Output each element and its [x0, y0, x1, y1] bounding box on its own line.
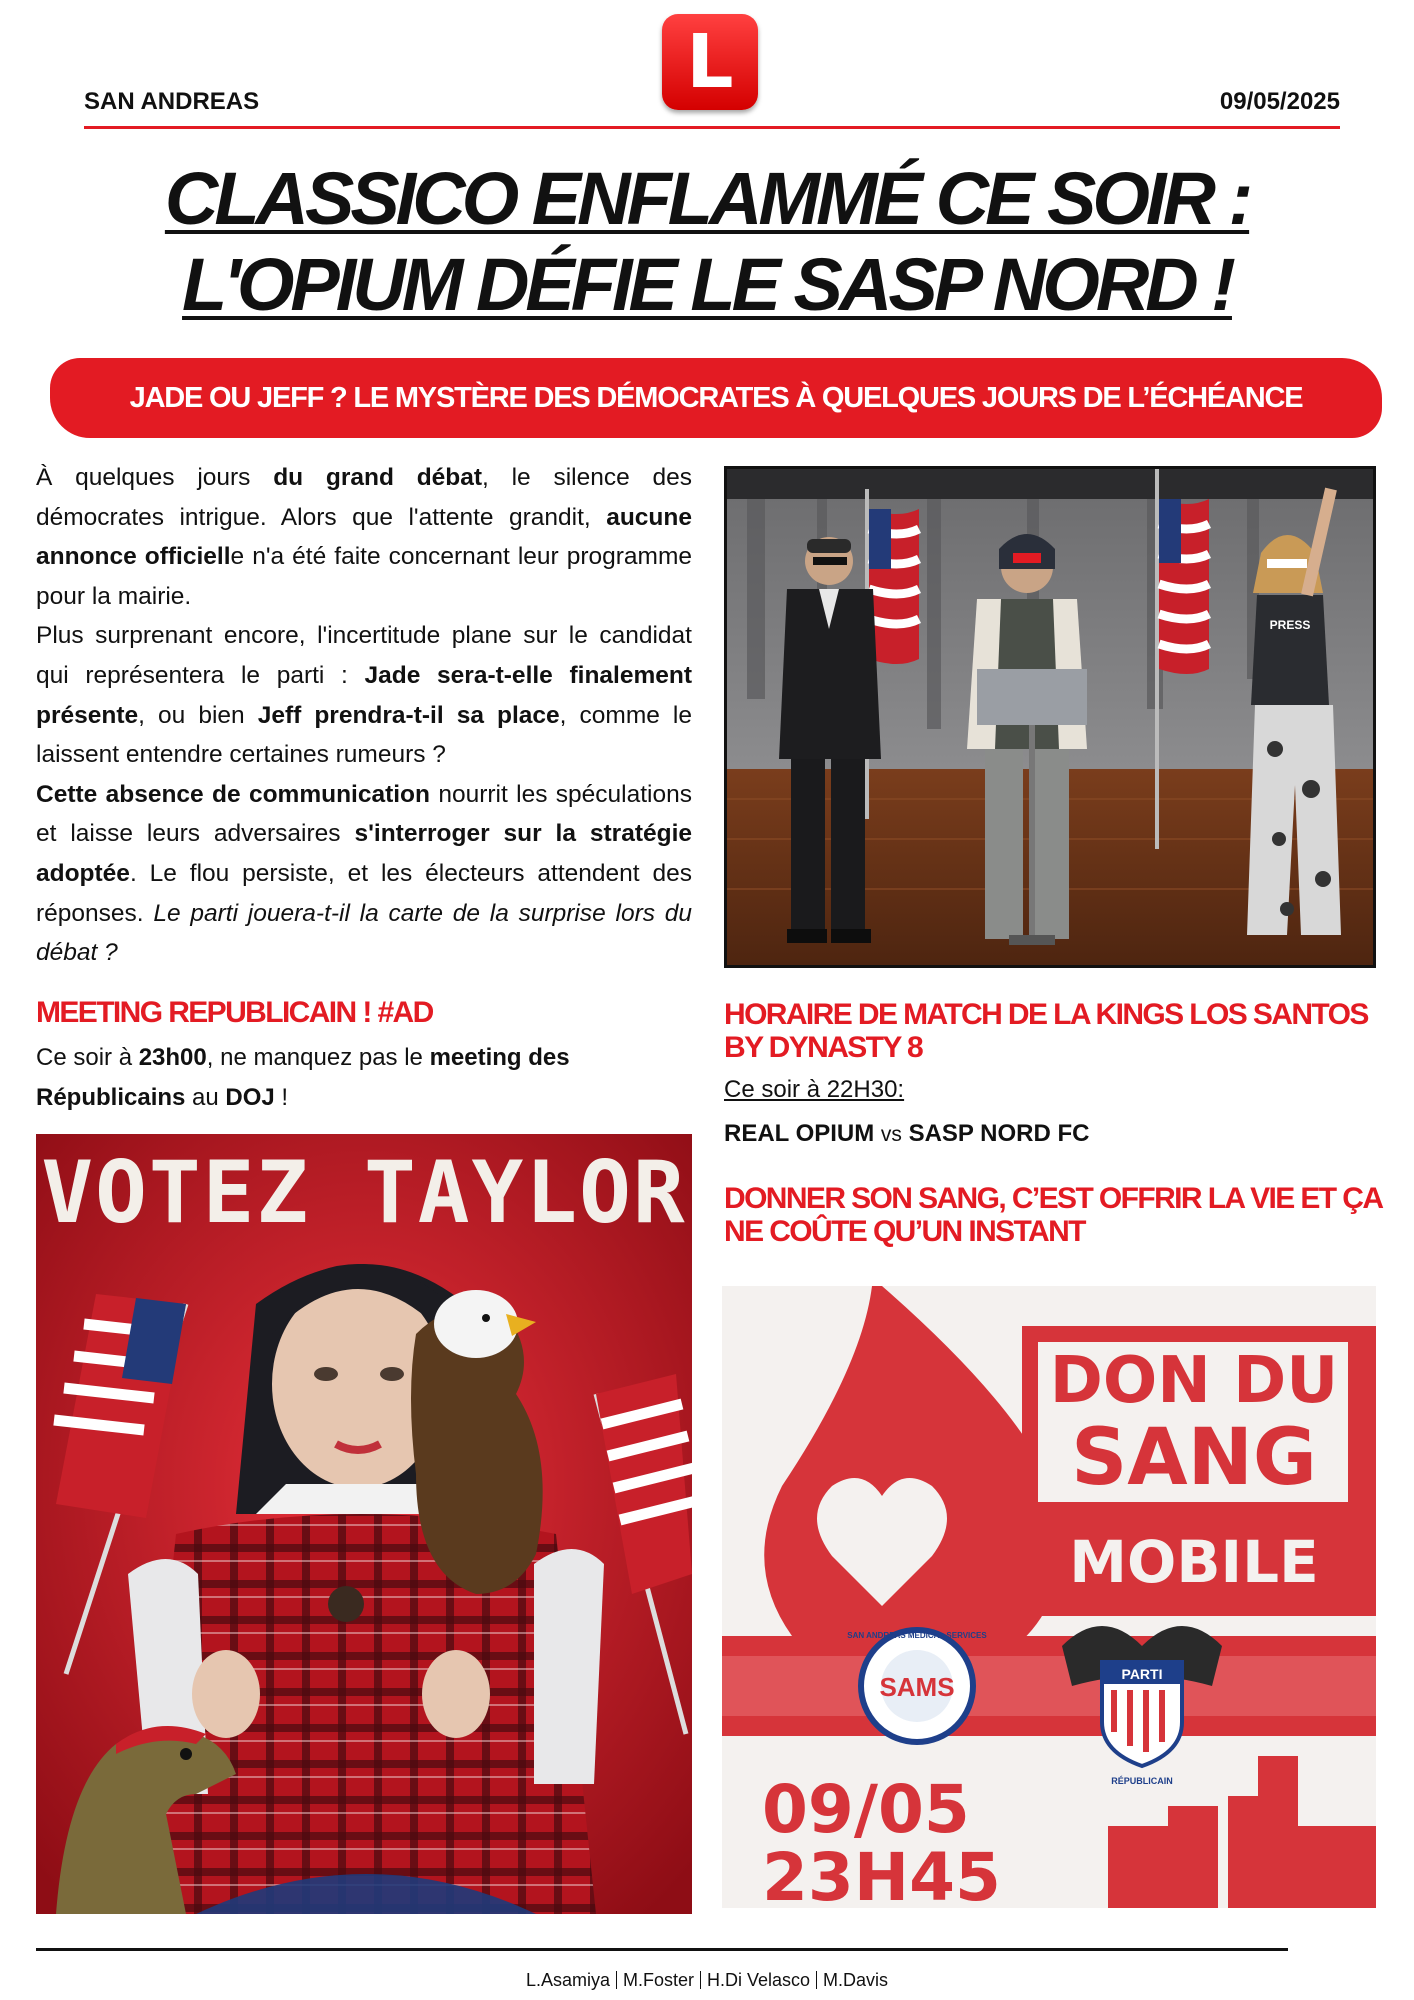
article-text: , comme le laissent entendre certaines rumeurs ?	[36, 701, 692, 769]
article-bold: Jade sera-t-elle finalement présente	[36, 661, 693, 729]
article-bold: du grand débat	[273, 464, 483, 491]
author-credit: M.Davis	[823, 1970, 889, 1990]
team-home: REAL OPIUM	[724, 1120, 875, 1147]
article-paragraph-2	[36, 616, 692, 774]
team-away: SASP NORD FC	[908, 1120, 1090, 1147]
votez-taylor-illustration	[36, 1134, 692, 1914]
article-text: nourrit les spéculations et laisse leurs adversaires	[36, 780, 692, 848]
meeting-text-part: au	[185, 1084, 226, 1111]
article-paragraph-3	[36, 775, 692, 973]
location-label: SAN ANDREAS	[84, 88, 260, 115]
party-label: PARTI	[1121, 1666, 1163, 1682]
meeting-heading: MEETING REPUBLICAIN ! #AD	[36, 996, 433, 1029]
meeting-text-part: !	[274, 1084, 289, 1111]
press-vest-label: PRESS	[1269, 618, 1311, 632]
match-time: Ce soir à 22H30:	[724, 1076, 905, 1103]
footer-divider	[36, 1948, 1288, 1951]
blood-donation-heading: DONNER SON SANG, C’EST OFFRIR LA VIE ET ÇA NE COÛTE QU’UN INSTANT	[724, 1182, 1382, 1248]
versus-label: vs	[880, 1123, 902, 1146]
poster-time: 23H45	[762, 1839, 1001, 1908]
poster-line-3: MOBILE	[1069, 1528, 1319, 1596]
meeting-location: DOJ	[225, 1084, 275, 1111]
article-text: À quelques jours	[36, 464, 274, 491]
article-bold: aucune annonce officiell	[36, 503, 692, 571]
headline-line-1: CLASSICO ENFLAMMÉ CE SOIR :	[164, 157, 1250, 240]
newspaper-logo	[662, 14, 758, 110]
meeting-event: meeting des Républicains	[36, 1044, 570, 1111]
author-credit: M.Foster	[622, 1970, 694, 1990]
match-teams	[724, 1120, 1090, 1148]
main-headline	[60, 156, 1354, 328]
main-article	[36, 458, 692, 973]
logo-letter: L	[686, 19, 734, 105]
don-du-sang-illustration	[722, 1286, 1376, 1908]
article-text: e n'a été faite concernant leur programme pour la mairie.	[36, 543, 692, 610]
poster-line-1: DON DU	[1049, 1344, 1339, 1418]
article-italic: Le parti jouera-t-il la carte de la surprise lors du débat ?	[36, 899, 692, 967]
sams-arc-text: SAN ANDREAS MEDICAL SERVICES	[847, 1631, 987, 1640]
credit-separator	[816, 1971, 817, 1989]
don-du-sang-poster	[722, 1286, 1376, 1908]
meeting-time: 23h00	[138, 1044, 207, 1071]
author-credit: H.Di Velasco	[707, 1970, 811, 1990]
poster-line-2: SANG	[1071, 1413, 1317, 1503]
poster-date: 09/05	[762, 1771, 970, 1848]
credit-separator	[616, 1971, 617, 1989]
subheadline-banner: JADE OU JEFF ? LE MYSTÈRE DES DÉMOCRATES À QUELQUES JOURS DE L’ÉCHÉANCE	[50, 358, 1382, 438]
article-bold: Cette absence de communication	[36, 780, 430, 808]
match-heading: HORAIRE DE MATCH DE LA KINGS LOS SANTOS BY DYNASTY 8	[724, 998, 1368, 1064]
meeting-text-part: , ne manquez pas le	[206, 1044, 430, 1071]
article-text: Plus surprenant encore, l'incertitude plane sur le candidat qui représentera le parti :	[36, 622, 692, 689]
credit-separator	[700, 1971, 701, 1989]
article-text: , le silence des démocrates intrigue. Alors que l'attente grandit,	[36, 464, 692, 531]
party-sub-label: RÉPUBLICAIN	[1111, 1776, 1173, 1786]
meeting-text-part: Ce soir à	[36, 1044, 139, 1071]
article-bold: Jeff prendra-t-il sa place	[257, 701, 560, 729]
article-paragraph-1	[36, 458, 692, 616]
article-text: , ou bien	[138, 701, 258, 729]
votez-taylor-title: VOTEZ TAYLOR	[41, 1143, 687, 1243]
headline-line-2: L'OPIUM DÉFIE LE SASP NORD !	[182, 243, 1232, 326]
article-text: . Le flou persiste, et les électeurs attendent des réponses.	[36, 859, 692, 927]
sams-label: SAMS	[879, 1672, 955, 1702]
issue-date: 09/05/2025	[1219, 88, 1340, 115]
article-bold: s'interroger sur la stratégie adoptée	[36, 820, 693, 887]
votez-taylor-poster	[36, 1134, 692, 1914]
press-conference-photo	[724, 466, 1376, 968]
author-credit: L.Asamiya	[525, 1970, 610, 1990]
press-conference-illustration	[727, 469, 1373, 965]
meeting-text	[36, 1038, 696, 1118]
author-credits	[0, 1970, 1414, 1991]
pin-badge	[328, 1586, 364, 1622]
header-divider	[84, 126, 1340, 129]
